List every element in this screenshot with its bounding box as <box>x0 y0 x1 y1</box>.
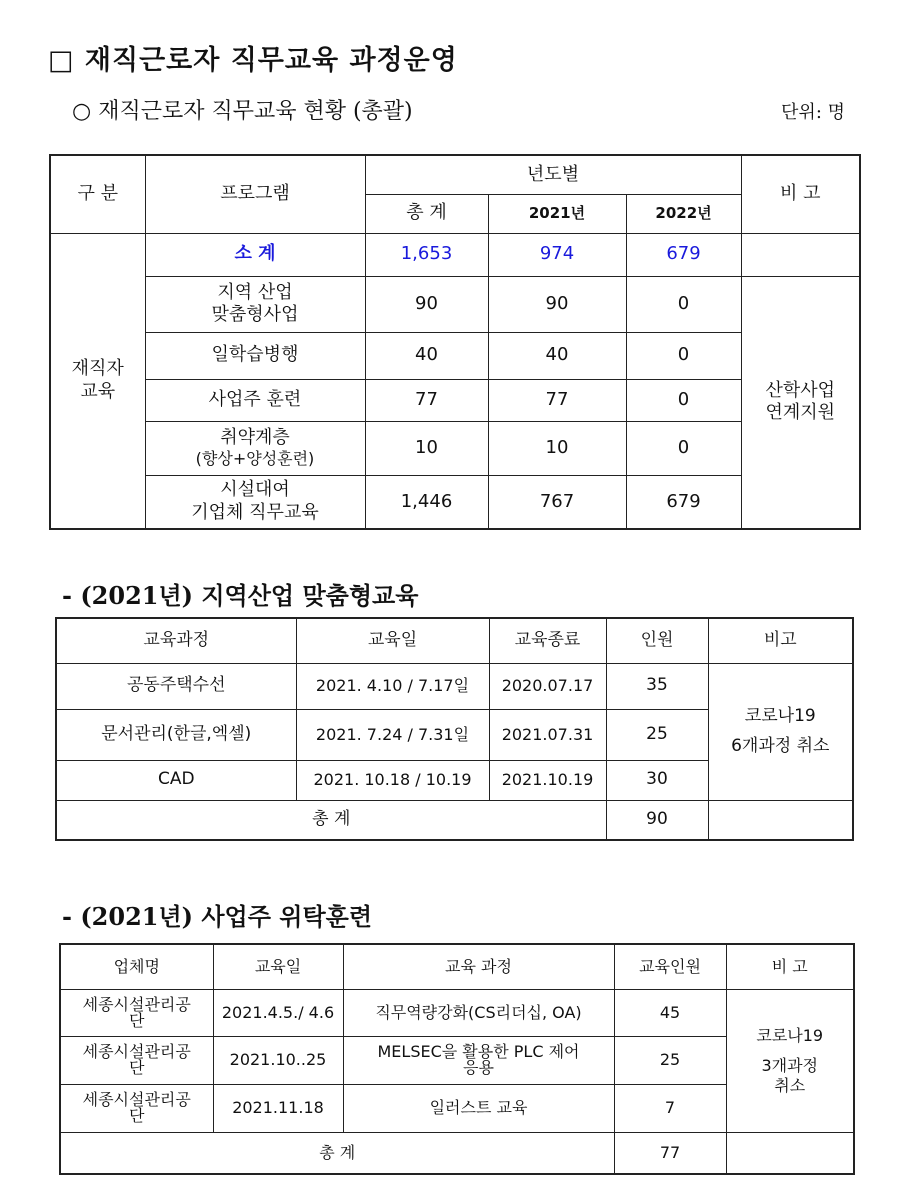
row-2022: 0 <box>626 332 741 379</box>
row-total: 10 <box>365 421 488 475</box>
end-cell: 2021.07.31 <box>489 709 606 760</box>
row-total: 77 <box>365 379 488 421</box>
program-cell: 일학습병행 <box>145 332 365 379</box>
count-cell: 45 <box>614 989 726 1036</box>
company-line: 세종시설관리공 <box>82 1042 191 1061</box>
note-line: 산학사업 <box>765 379 836 401</box>
company-line: 세종시설관리공 <box>82 1090 191 1109</box>
count-cell: 30 <box>606 760 708 800</box>
program-cell <box>145 276 365 332</box>
category-line: 교육 <box>80 380 116 402</box>
note-line: 3개과정 <box>761 1055 819 1075</box>
date-cell: 2021. 4.10 / 7.17일 <box>296 663 489 709</box>
row-2022: 679 <box>626 475 741 529</box>
program-line: 기업체 직무교육 <box>191 501 319 523</box>
note-line: 연계지원 <box>765 402 836 424</box>
header-course: 교육과정 <box>56 618 296 663</box>
program-line: 지역 산업 <box>217 281 293 303</box>
row-2022: 0 <box>626 276 741 332</box>
course-line: 응용 <box>463 1058 494 1077</box>
header-category: 구 분 <box>50 155 145 233</box>
company-cell <box>60 1036 213 1084</box>
company-cell <box>60 1084 213 1132</box>
subtotal-label: 소 계 <box>145 233 365 276</box>
row-2021: 77 <box>488 379 626 421</box>
end-cell: 2020.07.17 <box>489 663 606 709</box>
header-2021: 2021년 <box>488 194 626 233</box>
row-total: 90 <box>365 276 488 332</box>
program-line: 취약계층 <box>220 426 290 448</box>
header-count: 교육인원 <box>614 944 726 989</box>
date-cell: 2021.11.18 <box>213 1084 343 1132</box>
header-note: 비 고 <box>741 155 860 233</box>
count-cell: 35 <box>606 663 708 709</box>
header-company: 업체명 <box>60 944 213 989</box>
row-2021: 767 <box>488 475 626 529</box>
course-cell <box>343 1036 614 1084</box>
note-cell <box>708 663 853 800</box>
total-note <box>726 1132 854 1174</box>
row-2022: 0 <box>626 379 741 421</box>
program-cell <box>145 475 365 529</box>
program-line: 맞춤형사업 <box>211 304 299 325</box>
section2-heading: - (2021년) 지역산업 맞춤형교육 <box>62 581 419 610</box>
note-line: 취소 <box>774 1075 806 1095</box>
category-cell <box>50 233 145 529</box>
count-cell: 25 <box>606 709 708 760</box>
course-cell: 공동주택수선 <box>56 663 296 709</box>
header-date: 교육일 <box>296 618 489 663</box>
row-2021: 90 <box>488 276 626 332</box>
employer-training-table <box>59 943 855 1175</box>
summary-table <box>49 154 861 530</box>
header-by-year: 년도별 <box>365 155 741 194</box>
row-total: 1,446 <box>365 475 488 529</box>
course-cell: CAD <box>56 760 296 800</box>
summary-subtitle: ○ 재직근로자 직무교육 현황 (총괄) <box>72 99 413 124</box>
date-cell: 2021. 10.18 / 10.19 <box>296 760 489 800</box>
category-line: 재직자 <box>71 358 124 380</box>
unit-label: 단위: 명 <box>781 102 845 123</box>
header-2022: 2022년 <box>626 194 741 233</box>
section3-heading: - (2021년) 사업주 위탁훈련 <box>62 902 373 931</box>
program-cell: 사업주 훈련 <box>145 379 365 421</box>
total-label: 총 계 <box>56 800 606 840</box>
total-label: 총 계 <box>60 1132 614 1174</box>
end-cell: 2021.10.19 <box>489 760 606 800</box>
course-cell: 문서관리(한글,엑셀) <box>56 709 296 760</box>
header-program: 프로그램 <box>145 155 365 233</box>
row-total: 40 <box>365 332 488 379</box>
note-cell <box>741 276 860 529</box>
regional-training-table <box>55 617 854 841</box>
note-cell <box>726 989 854 1132</box>
company-line: 단 <box>129 1010 145 1030</box>
course-line: MELSEC을 활용한 PLC 제어 <box>377 1042 580 1061</box>
note-line: 6개과정 취소 <box>731 735 830 756</box>
company-line: 세종시설관리공 <box>82 994 191 1014</box>
company-line: 단 <box>129 1058 145 1077</box>
note-line: 코로나19 <box>756 1025 824 1045</box>
note-line: 코로나19 <box>744 706 816 727</box>
header-course: 교육 과정 <box>343 944 614 989</box>
total-note <box>708 800 853 840</box>
subtotal-total: 1,653 <box>365 233 488 276</box>
subtotal-note <box>741 233 860 276</box>
date-cell: 2021.4.5./ 4.6 <box>213 989 343 1036</box>
row-2022: 0 <box>626 421 741 475</box>
row-2021: 10 <box>488 421 626 475</box>
header-total: 총 계 <box>365 194 488 233</box>
program-line: 시설대여 <box>220 479 290 501</box>
total-count: 90 <box>606 800 708 840</box>
row-2021: 40 <box>488 332 626 379</box>
header-count: 인원 <box>606 618 708 663</box>
header-note: 비고 <box>708 618 853 663</box>
subtotal-2021: 974 <box>488 233 626 276</box>
course-cell: 직무역량강화(CS리더십, OA) <box>343 989 614 1036</box>
header-note: 비 고 <box>726 944 854 989</box>
date-cell: 2021. 7.24 / 7.31일 <box>296 709 489 760</box>
company-line: 단 <box>129 1106 145 1125</box>
subtotal-2022: 679 <box>626 233 741 276</box>
program-cell <box>145 421 365 475</box>
count-cell: 7 <box>614 1084 726 1132</box>
program-line: (향상+양성훈련) <box>195 449 315 469</box>
total-count: 77 <box>614 1132 726 1174</box>
document-title: □ 재직근로자 직무교육 과정운영 <box>48 45 458 76</box>
date-cell: 2021.10..25 <box>213 1036 343 1084</box>
course-cell: 일러스트 교육 <box>343 1084 614 1132</box>
company-cell <box>60 989 213 1036</box>
count-cell: 25 <box>614 1036 726 1084</box>
header-end: 교육종료 <box>489 618 606 663</box>
header-date: 교육일 <box>213 944 343 989</box>
